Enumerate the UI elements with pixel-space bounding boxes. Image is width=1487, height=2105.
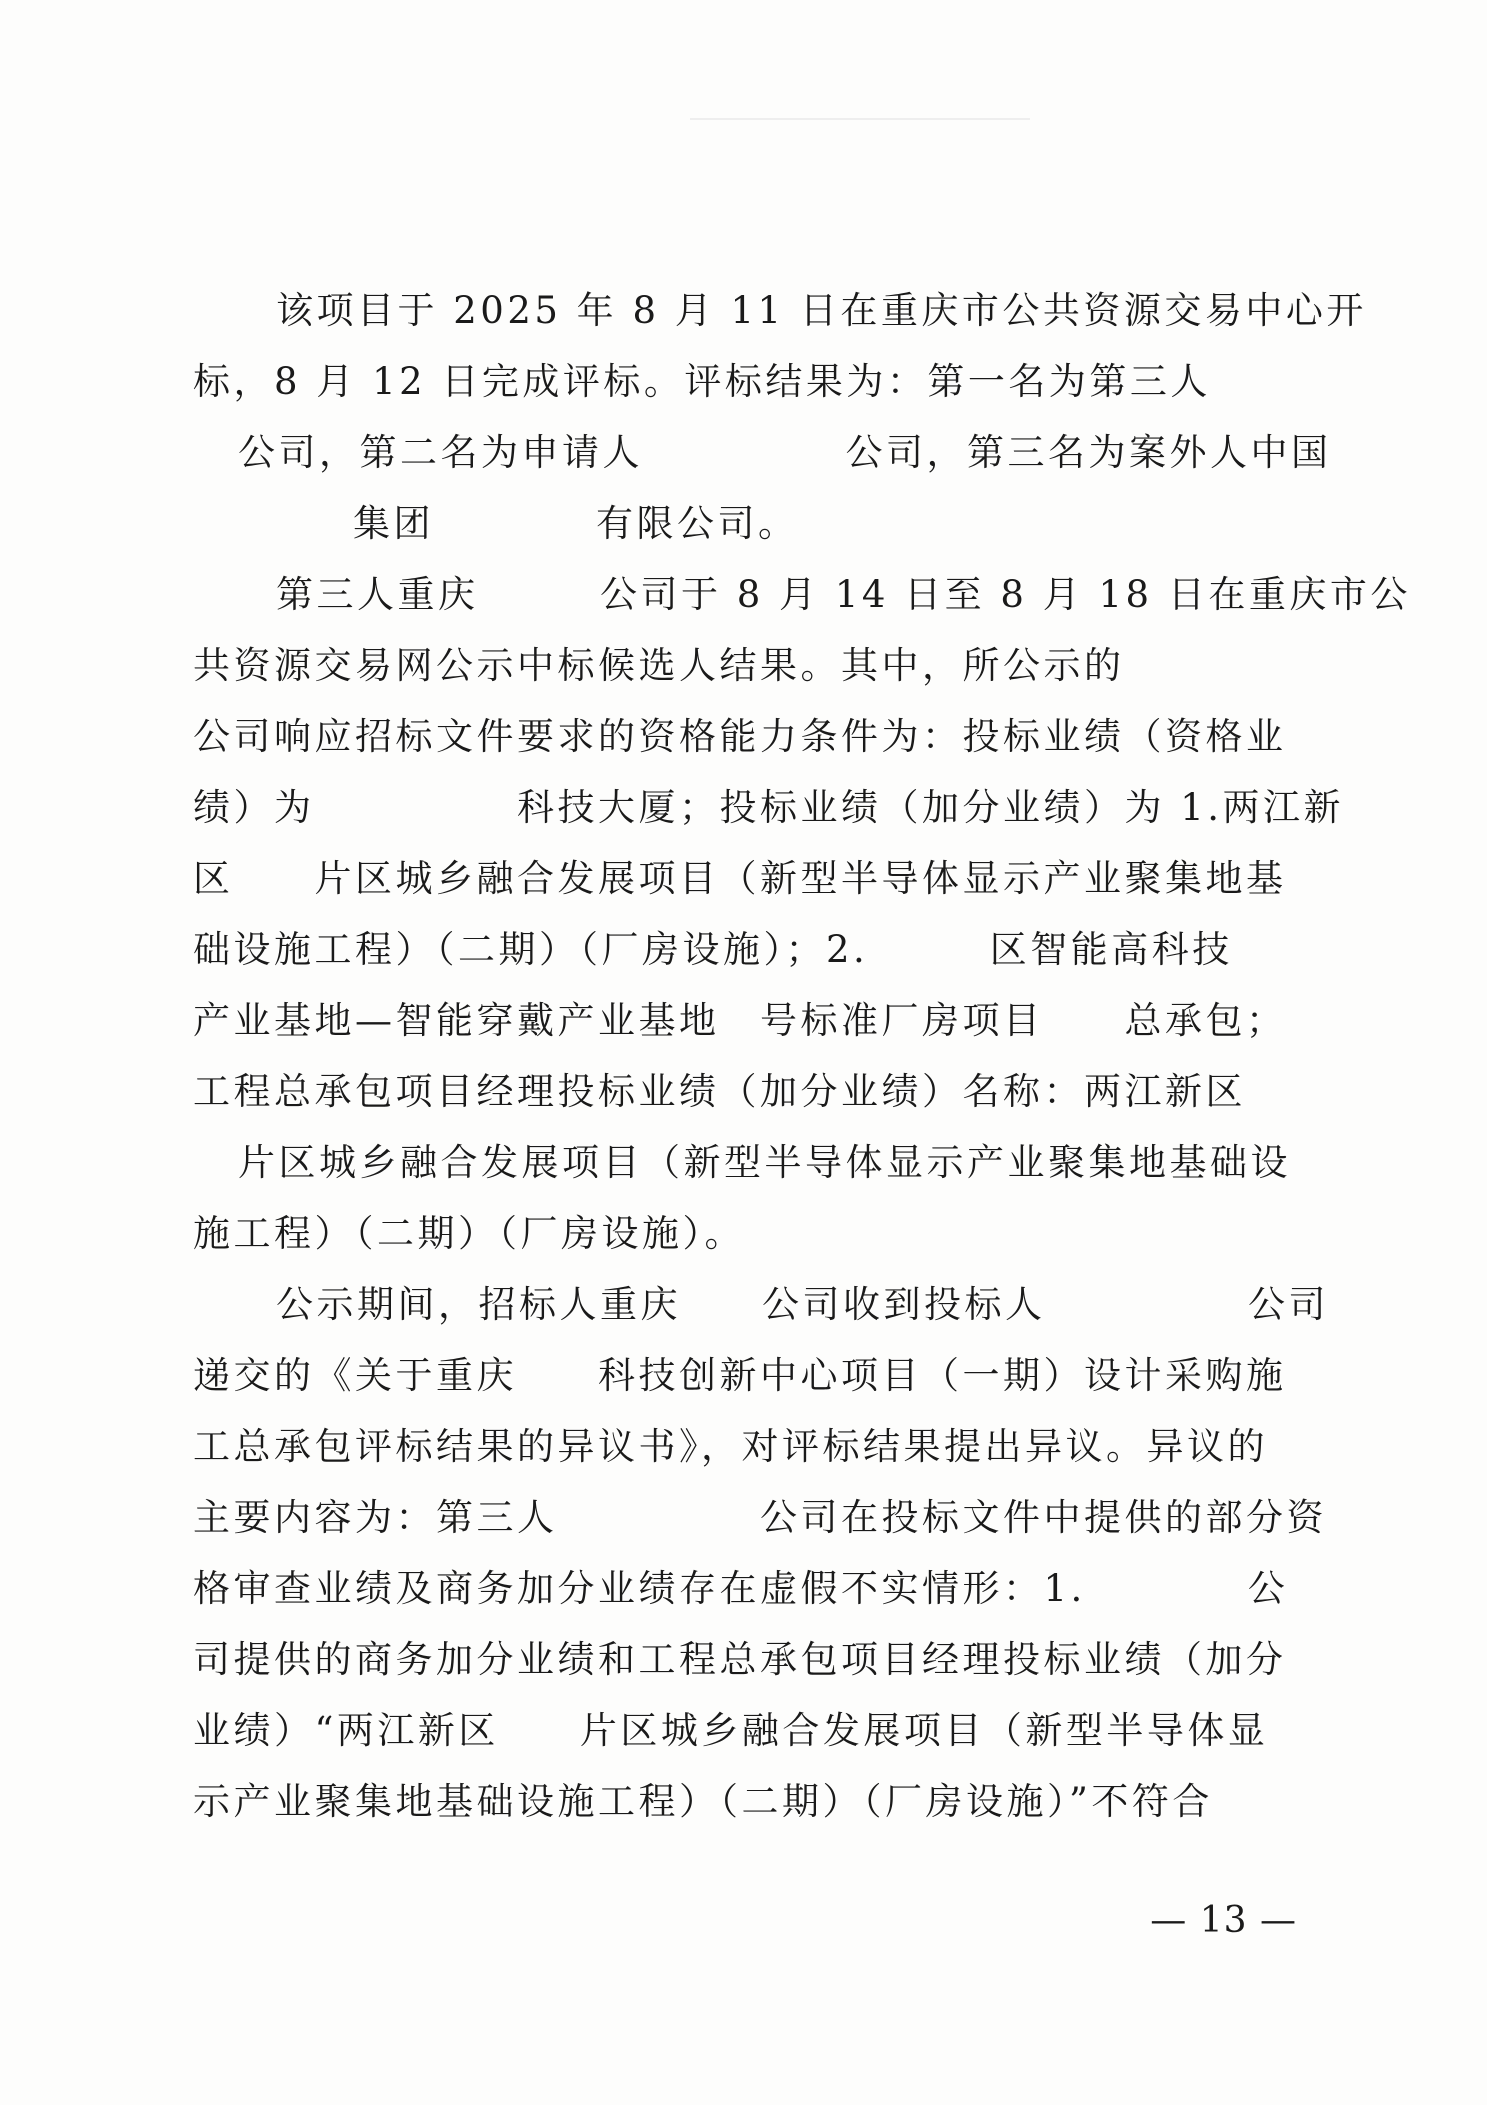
text-line: 集团 有限公司。 xyxy=(353,502,799,545)
text-line: 公示期间，招标人重庆 公司收到投标人 公司 xyxy=(276,1283,1329,1326)
text-line: 公司，第二名为申请人 公司，第三名为案外人中国 xyxy=(238,431,1332,474)
text-line: 格审查业绩及商务加分业绩存在虚假不实情形：1. 公 xyxy=(193,1567,1289,1610)
text-line: 础设施工程）（二期）（厂房设施）；2. 区智能高科技 xyxy=(193,928,1233,971)
text-line: 工总承包评标结果的异议书》，对评标结果提出异议。异议的 xyxy=(193,1425,1268,1468)
text-line: 区 片区城乡融合发展项目（新型半导体显示产业聚集地基 xyxy=(193,857,1287,900)
text-line: 公司响应招标文件要求的资格能力条件为：投标业绩（资格业 xyxy=(193,715,1287,758)
text-line: 该项目于 2025 年 8 月 11 日在重庆市公共资源交易中心开 xyxy=(276,289,1367,332)
body-text xyxy=(193,275,1411,1837)
text-line: 主要内容为：第三人 公司在投标文件中提供的部分资 xyxy=(193,1496,1327,1539)
text-line: 司提供的商务加分业绩和工程总承包项目经理投标业绩（加分 xyxy=(193,1638,1287,1681)
text-line: 递交的《关于重庆 科技创新中心项目（一期）设计采购施 xyxy=(193,1354,1287,1397)
text-line: 第三人重庆 公司于 8 月 14 日至 8 月 18 日在重庆市公 xyxy=(276,573,1411,616)
text-line: 业绩）“两江新区 片区城乡融合发展项目（新型半导体显 xyxy=(193,1709,1269,1752)
scan-artifact xyxy=(690,118,1030,120)
text-line: 产业基地—智能穿戴产业基地 号标准厂房项目 总承包； xyxy=(193,999,1287,1042)
text-line: 共资源交易网公示中标候选人结果。其中，所公示的 xyxy=(193,644,1125,687)
page-number: — 13 — xyxy=(1150,1900,1297,1941)
text-line: 施工程）（二期）（厂房设施）。 xyxy=(193,1212,745,1255)
text-line: 标，8 月 12 日完成评标。评标结果为：第一名为第三人 xyxy=(193,360,1211,403)
text-line: 工程总承包项目经理投标业绩（加分业绩）名称：两江新区 xyxy=(193,1070,1246,1113)
text-line: 片区城乡融合发展项目（新型半导体显示产业聚集地基础设 xyxy=(238,1141,1291,1184)
text-line: 绩）为 科技大厦；投标业绩（加分业绩）为 1.两江新 xyxy=(193,786,1345,829)
text-line: 示产业聚集地基础设施工程）（二期）（厂房设施）”不符合 xyxy=(193,1780,1213,1823)
